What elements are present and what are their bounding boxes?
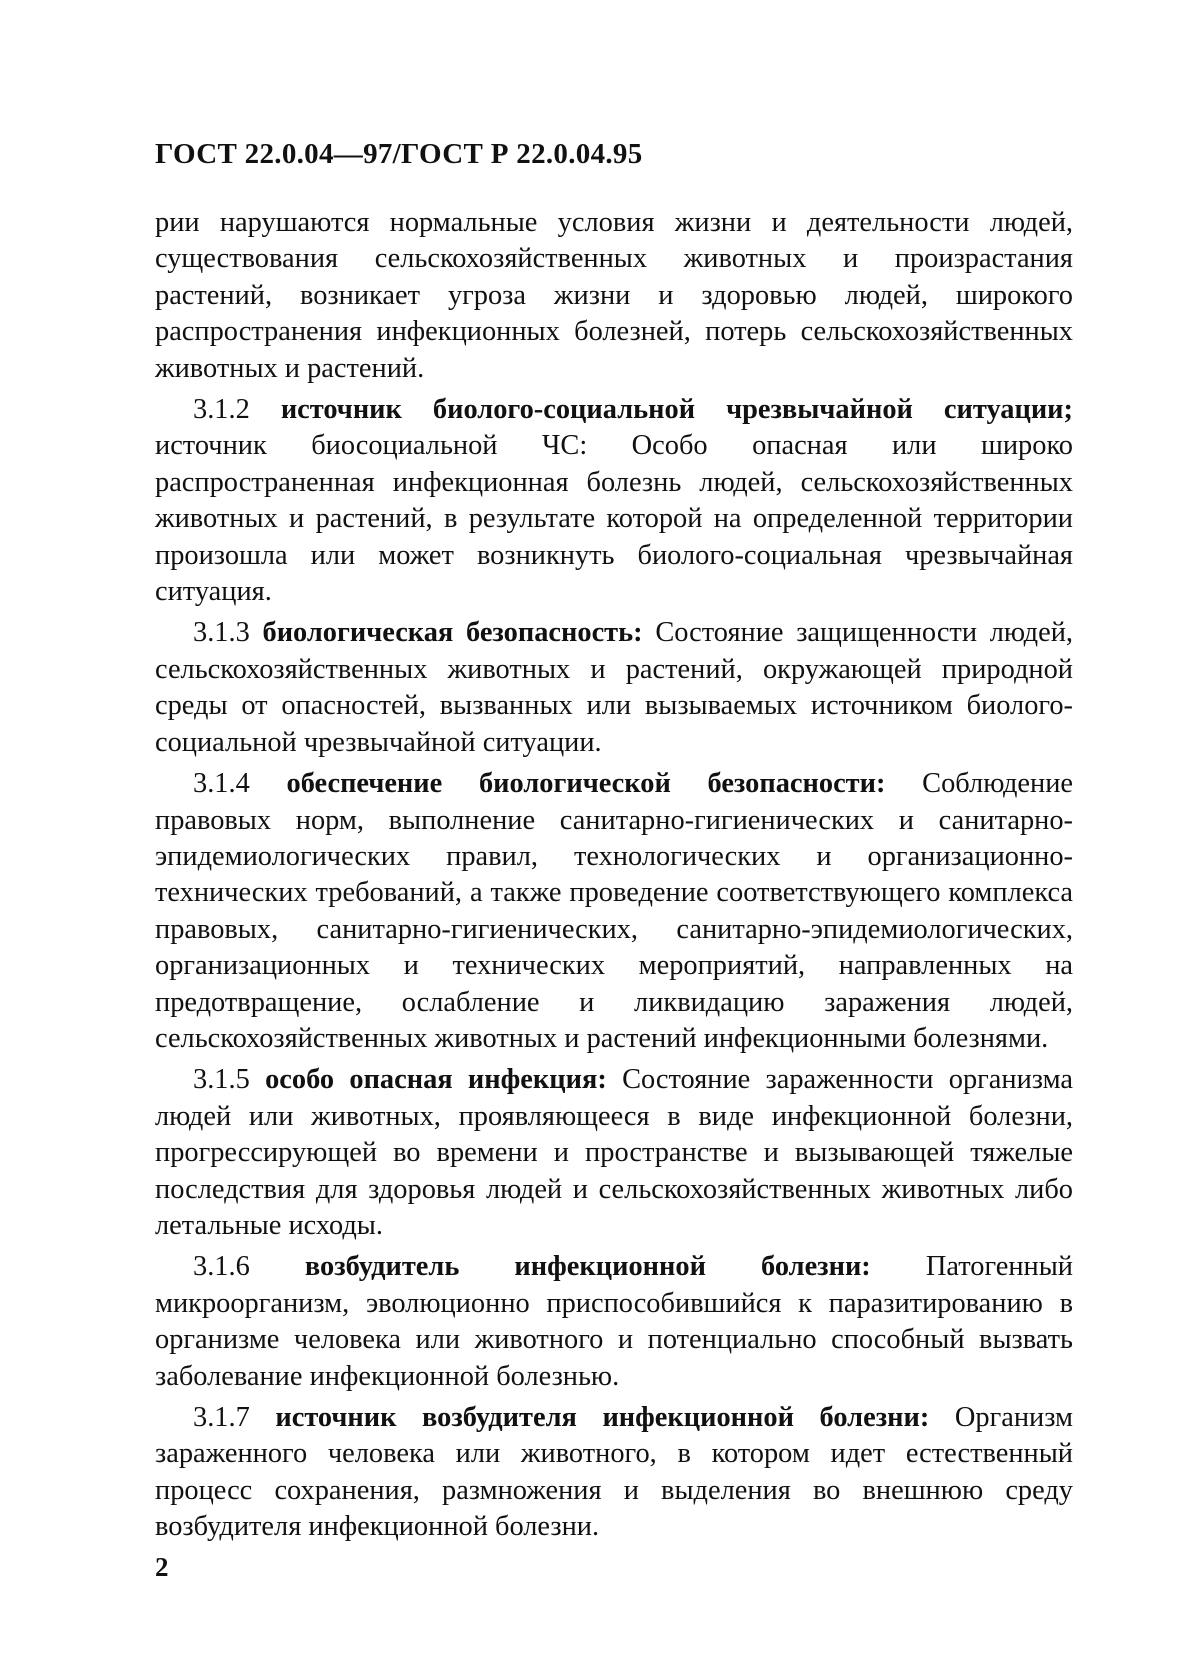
term-3-1-6: [155, 1249, 1073, 1395]
term-definition: Состояние защищенности людей, сельскохозяйственных животных и растений, окружающей природной среды от опасностей, вызванных или вызываемых источником биолого-социальной чрезвычайной ситуации.: [155, 617, 1073, 758]
page-number: 2: [155, 1552, 169, 1582]
document-header: ГОСТ 22.0.04—97/ГОСТ Р 22.0.04.95: [155, 138, 643, 170]
term-3-1-5: [155, 1062, 1073, 1244]
term-title: обеспечение биологической безопасности:: [286, 768, 886, 800]
term-definition: источник биосоциальной ЧС: Особо опасная или широко распространенная инфекционная болезнь людей, сельскохозяйственных животных и растений, в результате которой на определенной территории произошла или может возникнуть биолого-социальная чрезвычайная ситуация.: [155, 430, 1073, 608]
term-3-1-2: [155, 392, 1073, 610]
term-number: 3.1.7: [193, 1402, 250, 1433]
term-title: возбудитель инфекционной болезни:: [304, 1251, 871, 1283]
term-number: 3.1.5: [193, 1064, 250, 1096]
term-title: источник возбудителя инфекционной болезни:: [275, 1402, 930, 1433]
term-title: особо опасная инфекция:: [265, 1064, 607, 1096]
term-definition: Патогенный микроорганизм, эволюционно приспособившийся к паразитированию в организме человека или животного и потенциально способный вызвать заболевание инфекционной болезнью.: [155, 1251, 1073, 1392]
term-3-1-3: [155, 615, 1073, 761]
term-number: 3.1.4: [193, 768, 250, 800]
term-definition: Организм зараженного человека или животного, в котором идет естественный процесс сохранения, размножения и выделения во внешнюю среду возбудителя инфекционной болезни.: [155, 1402, 1073, 1543]
term-title: биологическая безопасность:: [262, 617, 643, 649]
document-body: [155, 205, 1073, 1551]
term-definition: Состояние зараженности организма людей или животных, проявляющееся в виде инфекционной болезни, прогрессирующей во времени и пространстве и вызывающей тяжелые последствия для здоровья людей и сельскохозяйственных животных либо летальные исходы.: [155, 1064, 1073, 1241]
term-title: источник биолого-социальной чрезвычайной ситуации;: [280, 394, 1073, 426]
term-3-1-4: [155, 766, 1073, 1057]
intro-paragraph: рии нарушаются нормальные условия жизни и деятельности людей, существования сельскохозяйственных животных и произрастания растений, возникает угроза жизни и здоровью людей, широкого распространения инфекционных болезней, потерь сельскохозяйственных животных и растений.: [155, 207, 1073, 384]
term-number: 3.1.6: [193, 1251, 250, 1283]
term-number: 3.1.3: [193, 617, 250, 649]
term-number: 3.1.2: [193, 394, 250, 426]
term-3-1-7: [155, 1400, 1073, 1546]
term-definition: Соблюдение правовых норм, выполнение санитарно-гигиенических и санитарно-эпидемиологических правил, технологических и организационно-технических требований, а также проведение соответствующего комплекса правовых, санитарно-гигиенических, санитарно-эпидемиологических, организационных и технических мероприятий, направленных на предотвращение, ослабление и ликвидацию заражения людей, сельскохозяйственных животных и растений инфекционными болезнями.: [155, 768, 1073, 1054]
